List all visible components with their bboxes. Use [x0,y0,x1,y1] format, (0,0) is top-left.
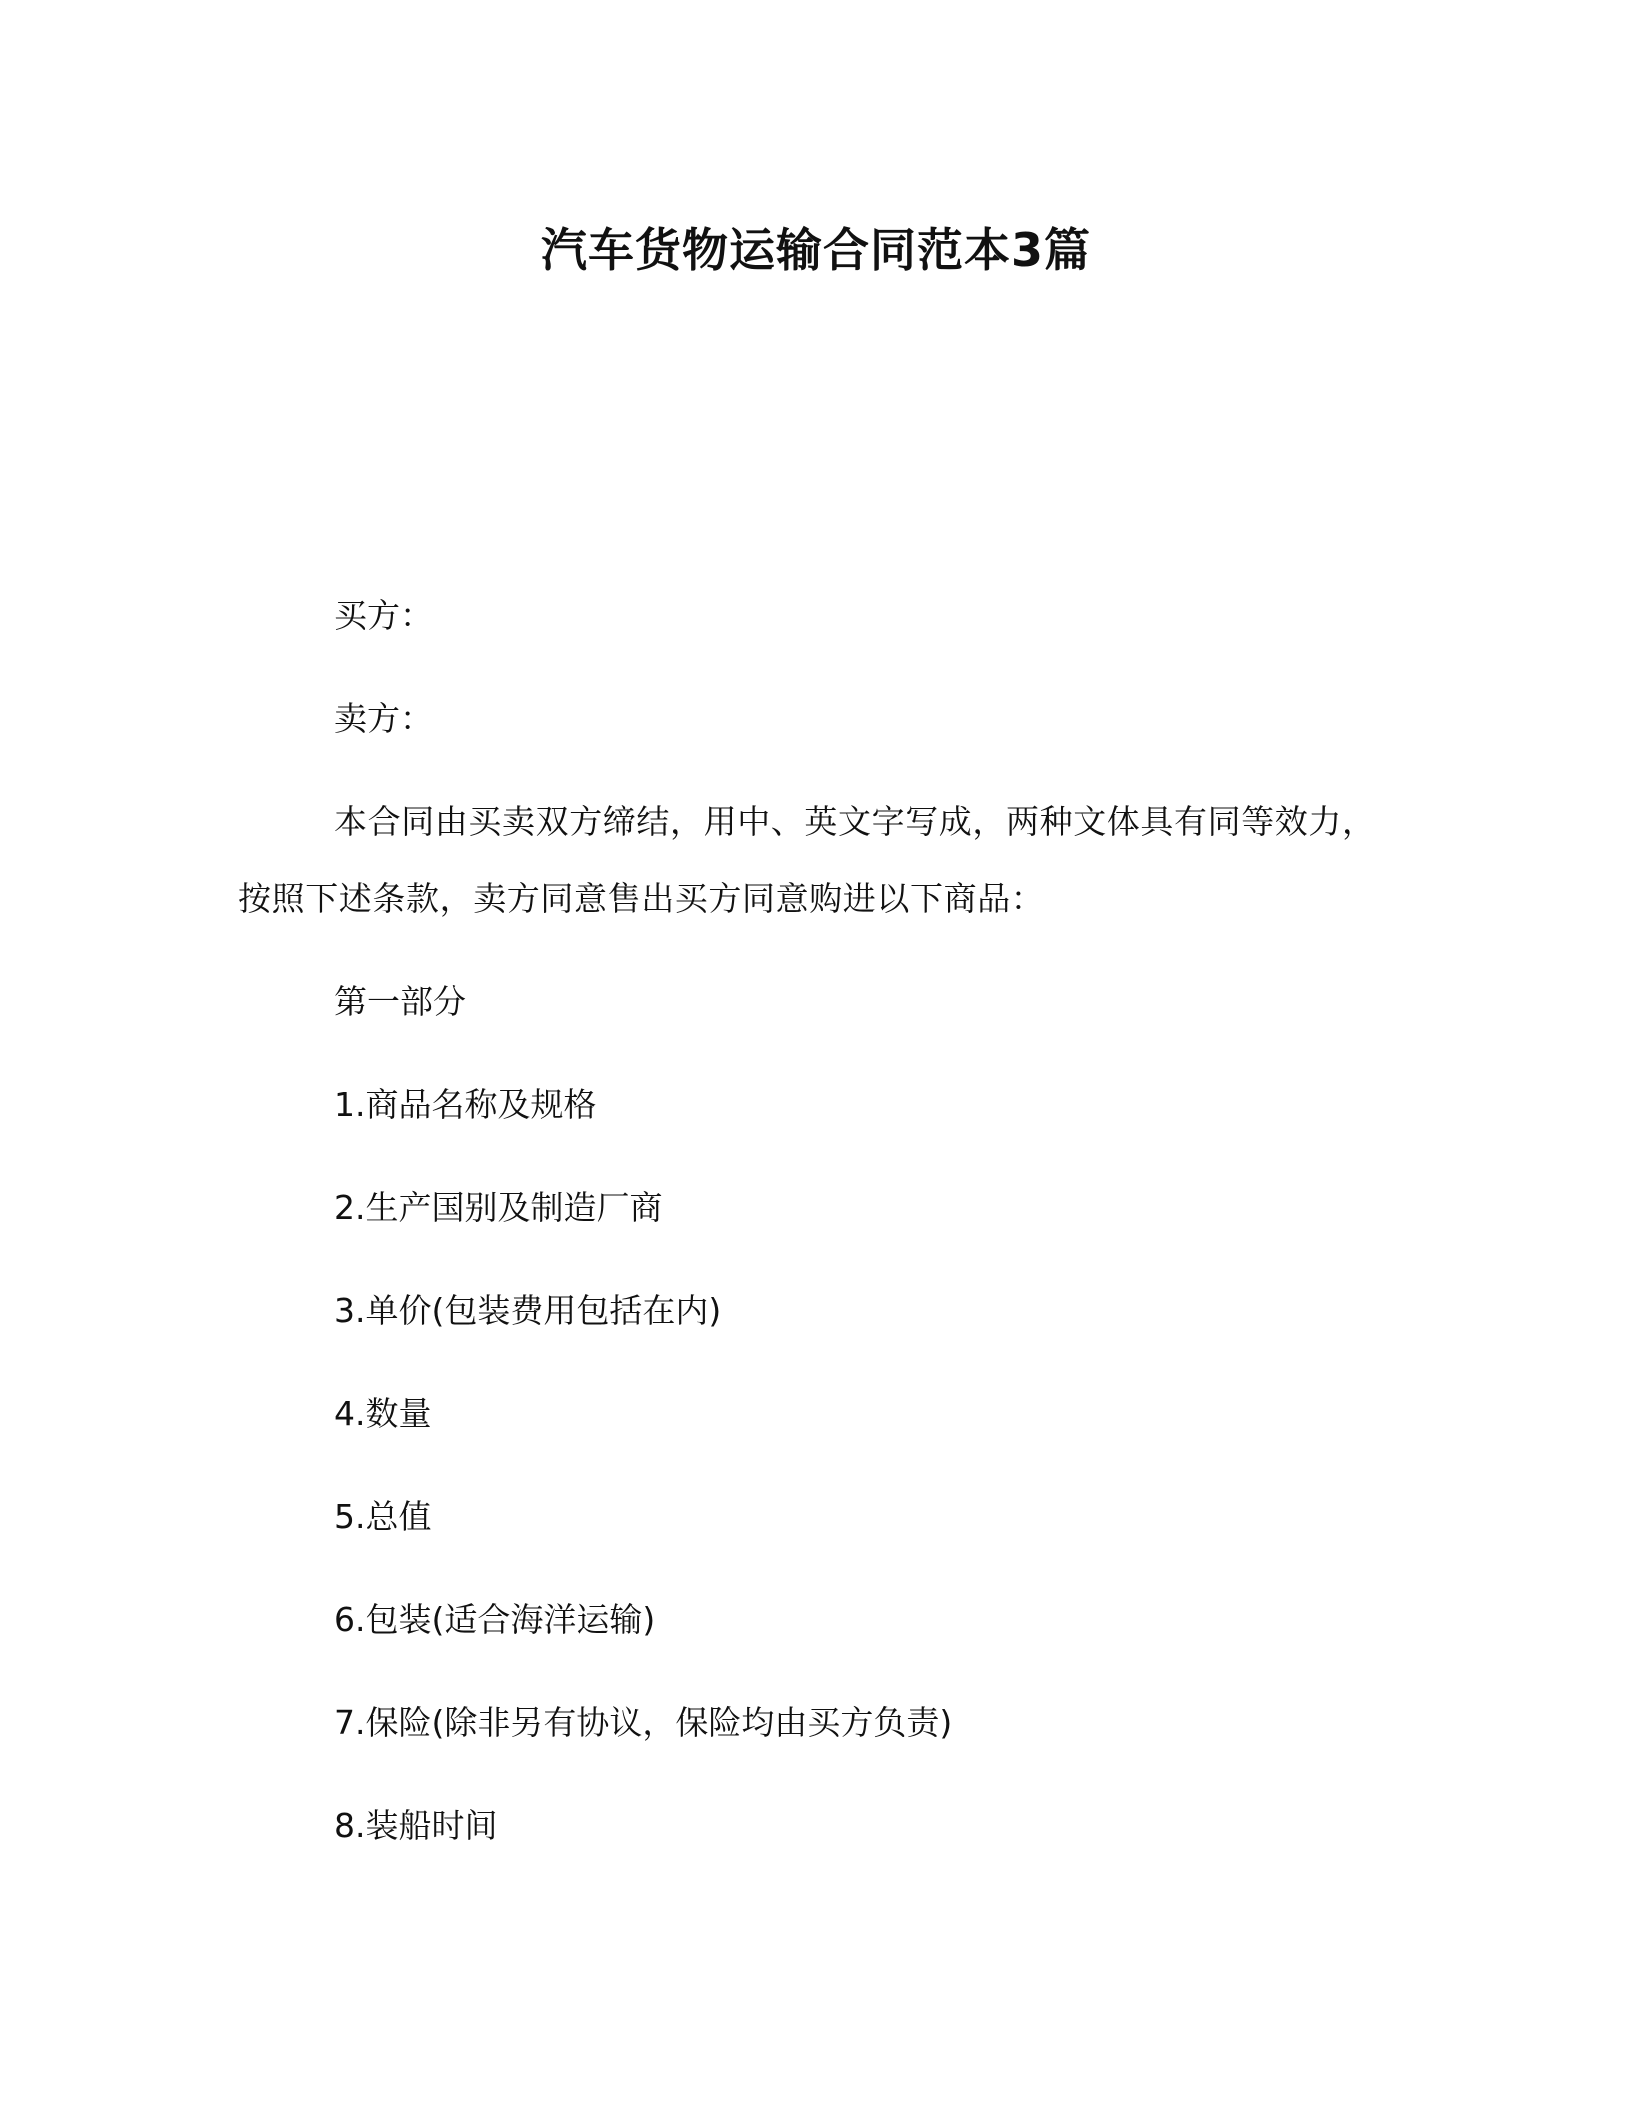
buyer-line: 买方： [334,596,433,635]
clause-item: 5.总值 [334,1497,432,1536]
clause-item: 2.生产国别及制造厂商 [334,1188,663,1227]
document-body [238,590,1388,1903]
contract-intro-paragraph: 本合同由买卖双方缔结，用中、英文字写成，两种文体具有同等效力，按照下述条款，卖方同意售出买方同意购进以下商品： [238,802,1376,918]
document-title: 汽车货物运输合同范本3篇 [540,223,1091,277]
clause-item: 7.保险(除非另有协议，保险均由买方负责) [334,1703,953,1742]
section-heading: 第一部分 [334,982,466,1021]
clause-item: 4.数量 [334,1394,432,1433]
clause-item: 1.商品名称及规格 [334,1085,597,1124]
clause-item: 3.单价(包装费用包括在内) [334,1291,722,1330]
seller-line: 卖方： [334,699,433,738]
clause-item: 8.装船时间 [334,1806,498,1845]
clause-item: 6.包装(适合海洋运输) [334,1600,656,1639]
